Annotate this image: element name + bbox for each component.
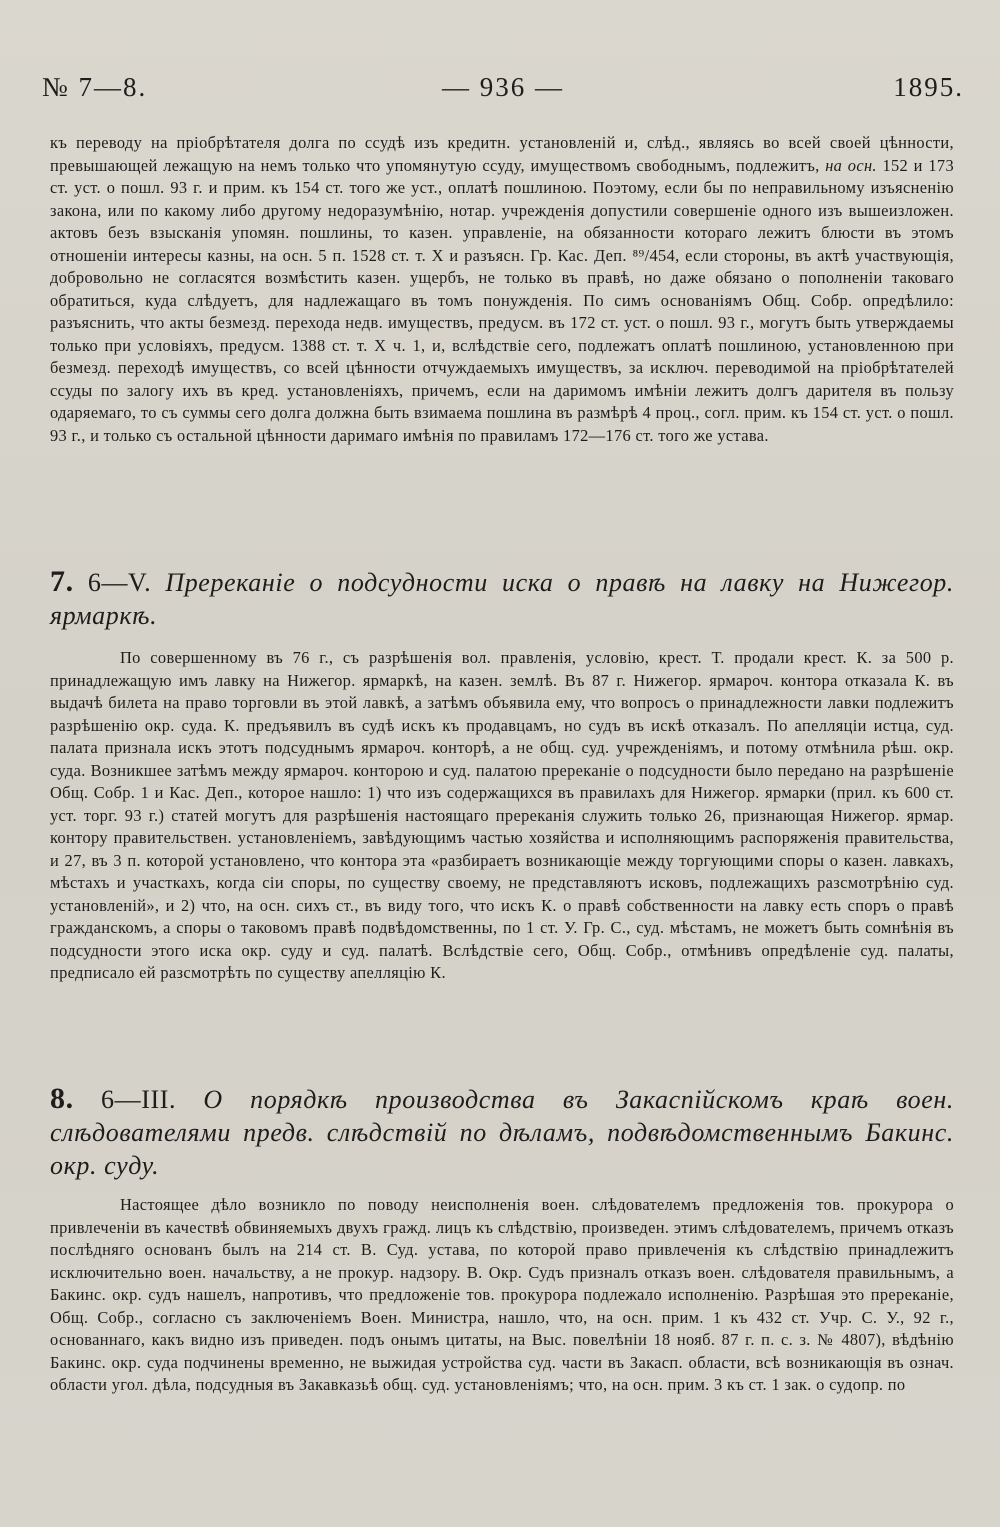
section-heading xyxy=(50,1082,954,1182)
section-code: 6—III. xyxy=(73,1085,204,1114)
year: 1895. xyxy=(893,72,964,102)
section-7-body xyxy=(50,647,954,985)
section-7-heading xyxy=(50,565,954,632)
section-8-body xyxy=(50,1194,954,1397)
paragraph-text-part: 152 и 173 ст. уст. о пошл. 93 г. и прим. къ 154 ст. того же уст., оплатѣ пошлиною. Поэтому, если бы по неправильному изъясненію закона, или по какому либо другому недоразумѣнію, нотар. учрежденія допустили совершеніе одного изъ вышеизложен. актовъ безъ взысканія упомян. пошлины, то казен. управленіе, на обязанности котораго лежитъ блюсти въ этомъ отношеніи интересы казны, на осн. 5 п. 1528 ст. т. X и разъясн. Гр. Кас. Деп. ⁸⁹/454, если стороны, въ актѣ участвующія, добровольно не согласятся возмѣстить казен. ущербъ, не только въ правѣ, но даже обязано о пополненіи таковаго обратиться, куда слѣдуетъ, для надлежащаго въ томъ понужденія. По симъ основаніямъ Общ. Собр. опредѣлило: разъяснить, что акты безмезд. перехода недв. имуществъ, предусм. въ 172 ст. уст. о пошл. 93 г., могутъ быть утверждаемы только при условіяхъ, предусм. 1388 ст. т. X ч. 1, и, вслѣдствіе сего, подлежатъ оплатѣ пошлиною, установленною при безмезд. переходѣ имуществъ, со всей цѣнности отчуждаемыхъ имуществъ, за исключ. переводимой на пріобрѣтателей ссуды по залогу ихъ въ кред. установленіяхъ, причемъ, если на даримомъ имѣніи лежитъ долгъ дарителя въ пользу одаряемаго, то съ суммы сего долга должна быть взимаема пошлина въ размѣрѣ 4 проц., согл. прим. къ 154 ст. уст. о пошл. 93 г., и только съ остальной цѣнности даримаго имѣнія по правиламъ 172—176 ст. того же устава. xyxy=(50,155,954,445)
paragraph-text-part: къ переводу на пріобрѣтателя долга по ссудѣ изъ кредитн. установленій и, слѣд., являясь во всей своей цѣнности, превышающей лежащую на немъ только что упомянутую ссуду, имуществомъ свободнымъ, подлежитъ, xyxy=(50,133,954,175)
section-title: Пререканіе о подсудности иска о правѣ на лавку на Нижегор. ярмаркѣ. xyxy=(50,568,954,630)
issue-number: № 7—8. xyxy=(42,72,148,102)
page-number: — 936 — xyxy=(442,72,564,102)
paragraph-continued xyxy=(50,132,954,447)
section-text: По совершенному въ 76 г., съ разрѣшенія вол. правленія, условію, крест. Т. продали крест. К. за 500 р. принадлежащую имъ лавку на Нижегор. ярмаркѣ, на казен. землѣ. Въ 87 г. Нижегор. ярмароч. контора отказала К. въ выдачѣ билета на право торговли въ этой лавкѣ, а затѣмъ объявила ему, что вопросъ о принадлежности лавки подлежитъ разрѣшенію окр. суда. К. предъявилъ въ судѣ искъ къ продавцамъ, но судъ въ искѣ отказалъ. По апелляціи истца, суд. палата признала искъ этотъ подсуднымъ ярмароч. конторѣ, а не общ. суд. учрежденіямъ, и потому отмѣнила рѣш. окр. суда. Возникшее затѣмъ между ярмароч. конторою и суд. палатою пререканіе о подсудности было передано на разрѣшеніе Общ. Собр. 1 и Кас. Деп., которое нашло: 1) что изъ содержащихся въ правилахъ для Нижегор. ярмарки (прил. къ 600 ст. уст. торг. 93 г.) статей могутъ для разрѣшенія настоящаго пререканія служить только 26, признающая Нижегор. ярмар. контору правительствен. установленіемъ, завѣдующимъ частью хозяйства и исполняющимъ распоряженія правительства, и 27, въ 3 п. которой установлено, что контора эта «разбираетъ возникающіе между торгующими споры о казен. лавкахъ, мѣстахъ и участкахъ, когда сіи споры, по существу своему, не представляютъ исковъ, подлежащихъ разсмотрѣнію суд. установленій», и 2) что, на осн. сихъ ст., въ виду того, что искъ К. о правѣ собственности на лавку есть споръ о правѣ гражданскомъ, а споры о таковомъ правѣ подвѣдомственны, по 1 ст. У. Гр. С., суд. мѣстамъ, не можетъ быть сомнѣнія въ подсудности этого иска окр. суду и суд. палатѣ. Вслѣдствіе сего, Общ. Собр., отмѣнивъ опредѣленіе суд. палаты, предписало ей разсмотрѣть по существу апелляцію К. xyxy=(50,648,954,982)
section-number: 8. xyxy=(50,1082,74,1115)
section-code: 6—V. xyxy=(73,568,166,597)
section-title: О порядкѣ производства въ Закаспійскомъ краѣ воен. слѣдователями предв. слѣдствій по дѣламъ, подвѣдомственнымъ Бакинс. окр. суду. xyxy=(50,1085,954,1180)
section-8-heading xyxy=(50,1082,954,1182)
section-text: Настоящее дѣло возникло по поводу неисполненія воен. слѣдователемъ предложенія тов. прокурора о привлеченіи въ качествѣ обвиняемыхъ двухъ гражд. лицъ къ слѣдствію, произведен. этимъ слѣдователемъ, причемъ отказъ послѣдняго основанъ былъ на 214 ст. В. Суд. устава, по которой право привлеченія къ слѣдствію принадлежитъ исключительно воен. начальству, а не прокур. надзору. В. Окр. Судъ призналъ отказъ воен. слѣдователя правильнымъ, а Бакинс. окр. судъ нашелъ, напротивъ, что предложеніе тов. прокурора подлежало исполненію. Разрѣшая это пререканіе, Общ. Собр., согласно съ заключеніемъ Воен. Министра, нашло, что, на осн. прим. 1 къ 432 ст. Учр. С. У., 92 г., основаннаго, какъ видно изъ приведен. подъ онымъ цитаты, на Выс. повелѣніи 18 нояб. 87 г. п. с. з. № 4807), вѣдѣнію Бакинс. окр. суда подчинены временно, не выжидая устройства суд. части въ Закасп. области, всѣ возникающія въ означ. области угол. дѣла, подсудныя въ Закавказьѣ общ. суд. установленіямъ; что, на осн. прим. 3 къ ст. 1 зак. о судопр. по xyxy=(50,1195,954,1394)
section-number: 7. xyxy=(50,565,74,598)
page-header xyxy=(42,72,964,112)
paragraph-text xyxy=(50,132,954,447)
paragraph-italic-ref: на осн. xyxy=(825,155,877,175)
section-heading xyxy=(50,565,954,632)
